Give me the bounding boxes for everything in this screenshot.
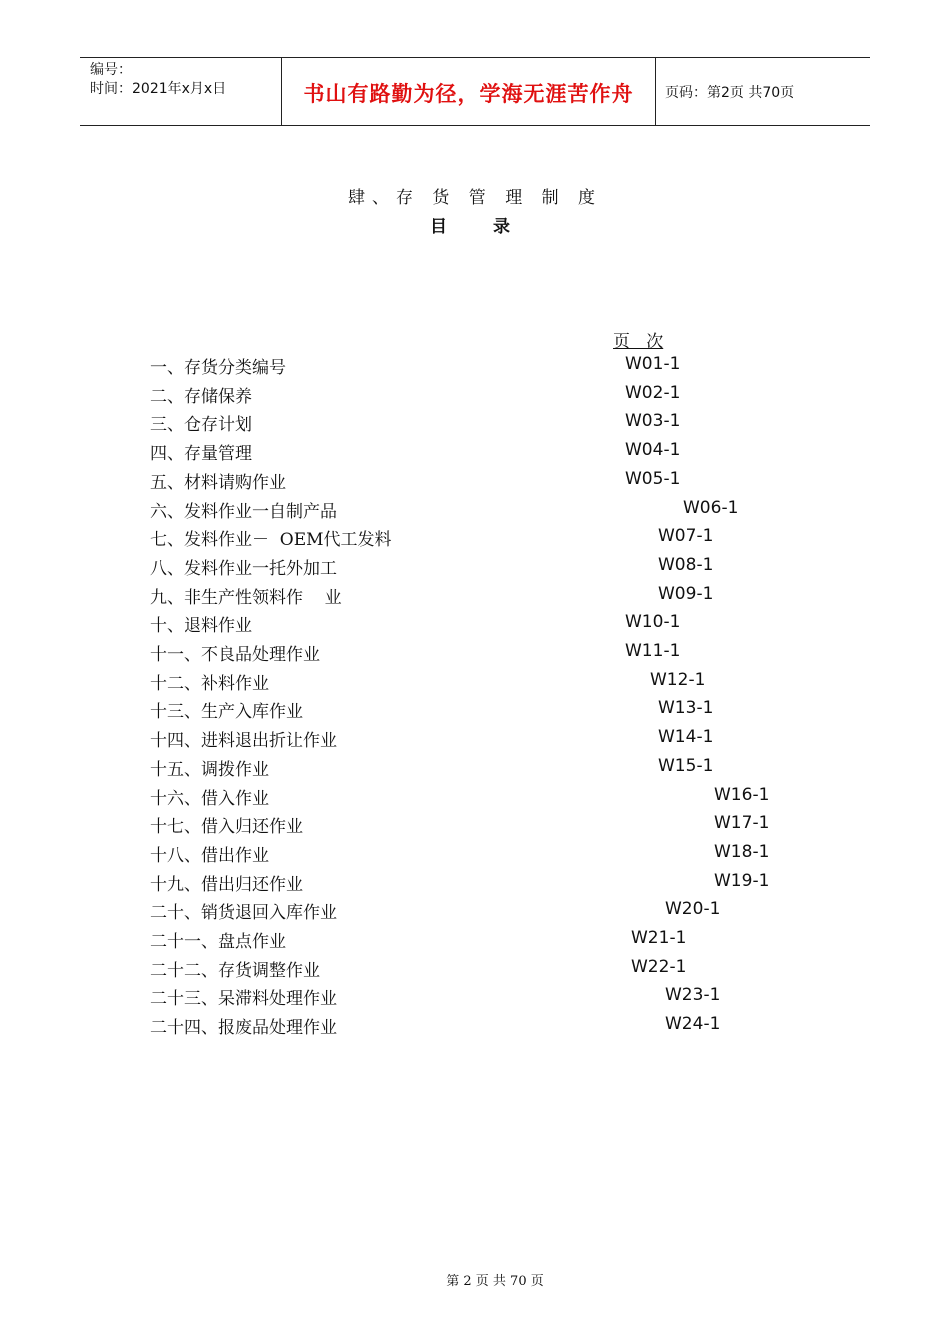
toc-entry [150,468,850,494]
toc-entry [150,984,850,1010]
toc-entry [150,353,850,379]
toc-entry-page: W21-1 [631,928,687,948]
header-meta [90,61,226,99]
header-motto: 书山有路勤为径，学海无涯苦作舟 [303,82,634,106]
toc-heading [430,212,510,237]
toc-entry-label: 十、退料作业 [150,616,252,637]
toc-entry-page: W02-1 [625,382,681,403]
toc-entry-label: 十五、调拨作业 [150,759,269,780]
toc-entry-page: W16-1 [714,784,770,805]
toc-entry-label: 九、非生产性领料作 业 [150,587,342,608]
toc-entry [150,755,850,781]
toc-entry-page: W09-1 [658,583,714,604]
toc-entry [150,870,850,896]
toc-entry-page: W23-1 [665,985,721,1006]
toc-entry [150,898,850,924]
toc-entry-label: 十一、不良品处理作业 [150,645,320,665]
toc-entry-label: 二十、销货退回入库作业 [150,903,337,924]
toc-entry [150,640,850,666]
toc-entry-page: W13-1 [658,698,714,719]
toc-entry-label: 十二、补料作业 [150,673,269,694]
toc-entry-page: W20-1 [665,899,721,920]
toc-entry-label: 四、存量管理 [150,444,252,465]
toc-entry [150,812,850,838]
toc-entry-page: W05-1 [625,468,681,489]
toc-entry-page: W07-1 [658,526,714,547]
toc-entry-label: 三、仓存计划 [150,415,252,436]
toc-entry-label: 十六、借入作业 [150,788,269,809]
toc-entry-label: 二十二、存货调整作业 [150,960,320,981]
toc-entry-label: 二、存储保养 [150,386,252,407]
toc-entry-page: W22-1 [631,956,687,977]
toc-entry-label: 二十一、盘点作业 [150,932,286,952]
toc-entry [150,1013,850,1039]
toc-entry-label: 五、材料请购作业 [150,472,286,493]
toc-heading-left: 目 [430,217,447,237]
toc-entry-page: W03-1 [625,411,681,432]
page-footer: 第 2 页 共 70 页 [446,1274,544,1289]
toc-entry [150,439,850,465]
toc-entry [150,382,850,408]
document-header [80,57,870,126]
toc-entry [150,726,850,752]
toc-entry [150,525,850,551]
number-label: 编号： [90,62,132,78]
toc-entry-label: 十九、借出归还作业 [150,874,303,895]
toc-entry [150,611,850,637]
toc-entry [150,697,850,723]
toc-entry-page: W06-1 [683,497,739,518]
toc-entry-label: 十八、借出作业 [150,845,269,866]
toc-entry-page: W14-1 [658,727,714,748]
toc-entry-page: W19-1 [714,870,770,891]
toc-entry-page: W18-1 [714,841,770,862]
toc-entry-page: W15-1 [658,755,714,776]
toc-entry [150,927,850,953]
toc-entry-label: 七、发料作业－ OEM代工发料 [150,530,392,551]
toc-entry-label: 十七、借入归还作业 [150,817,303,838]
toc-entry-label: 八、发料作业一托外加工 [150,558,337,579]
toc-entry-page: W01-1 [625,354,681,374]
toc-entry-page: W08-1 [658,554,714,575]
page-column-header: 页 次 [613,332,664,352]
header-divider [655,58,656,125]
toc-entry-label: 六、发料作业一自制产品 [150,501,337,522]
toc-entry-page: W12-1 [650,669,706,690]
toc-entry [150,841,850,867]
toc-entry [150,669,850,695]
toc-entry [150,956,850,982]
document-title: 肆、存 货 管 理 制 度 [347,188,603,208]
time-label: 时间：2021年x月x日 [90,81,227,97]
toc-entry-label: 十四、进料退出折让作业 [150,731,337,752]
toc-entry-label: 十三、生产入库作业 [150,702,303,723]
toc-entry [150,410,850,436]
toc-entry [150,784,850,810]
toc-entry-page: W10-1 [625,612,681,633]
toc-entry-page: W17-1 [714,813,770,834]
toc-entry [150,554,850,580]
toc-entry-label: 二十四、报废品处理作业 [150,1018,337,1039]
toc-entry-label: 二十三、呆滞料处理作业 [150,989,337,1010]
toc-entry-page: W04-1 [625,440,681,461]
toc-entry [150,583,850,609]
toc-entry [150,497,850,523]
header-page-info: 页码：第2页 共70页 [665,85,795,101]
toc-entry-label: 一、存货分类编号 [150,358,286,378]
toc-heading-right: 录 [493,217,510,237]
toc-entry-page: W11-1 [625,641,681,661]
toc-entry-page: W24-1 [665,1014,721,1035]
